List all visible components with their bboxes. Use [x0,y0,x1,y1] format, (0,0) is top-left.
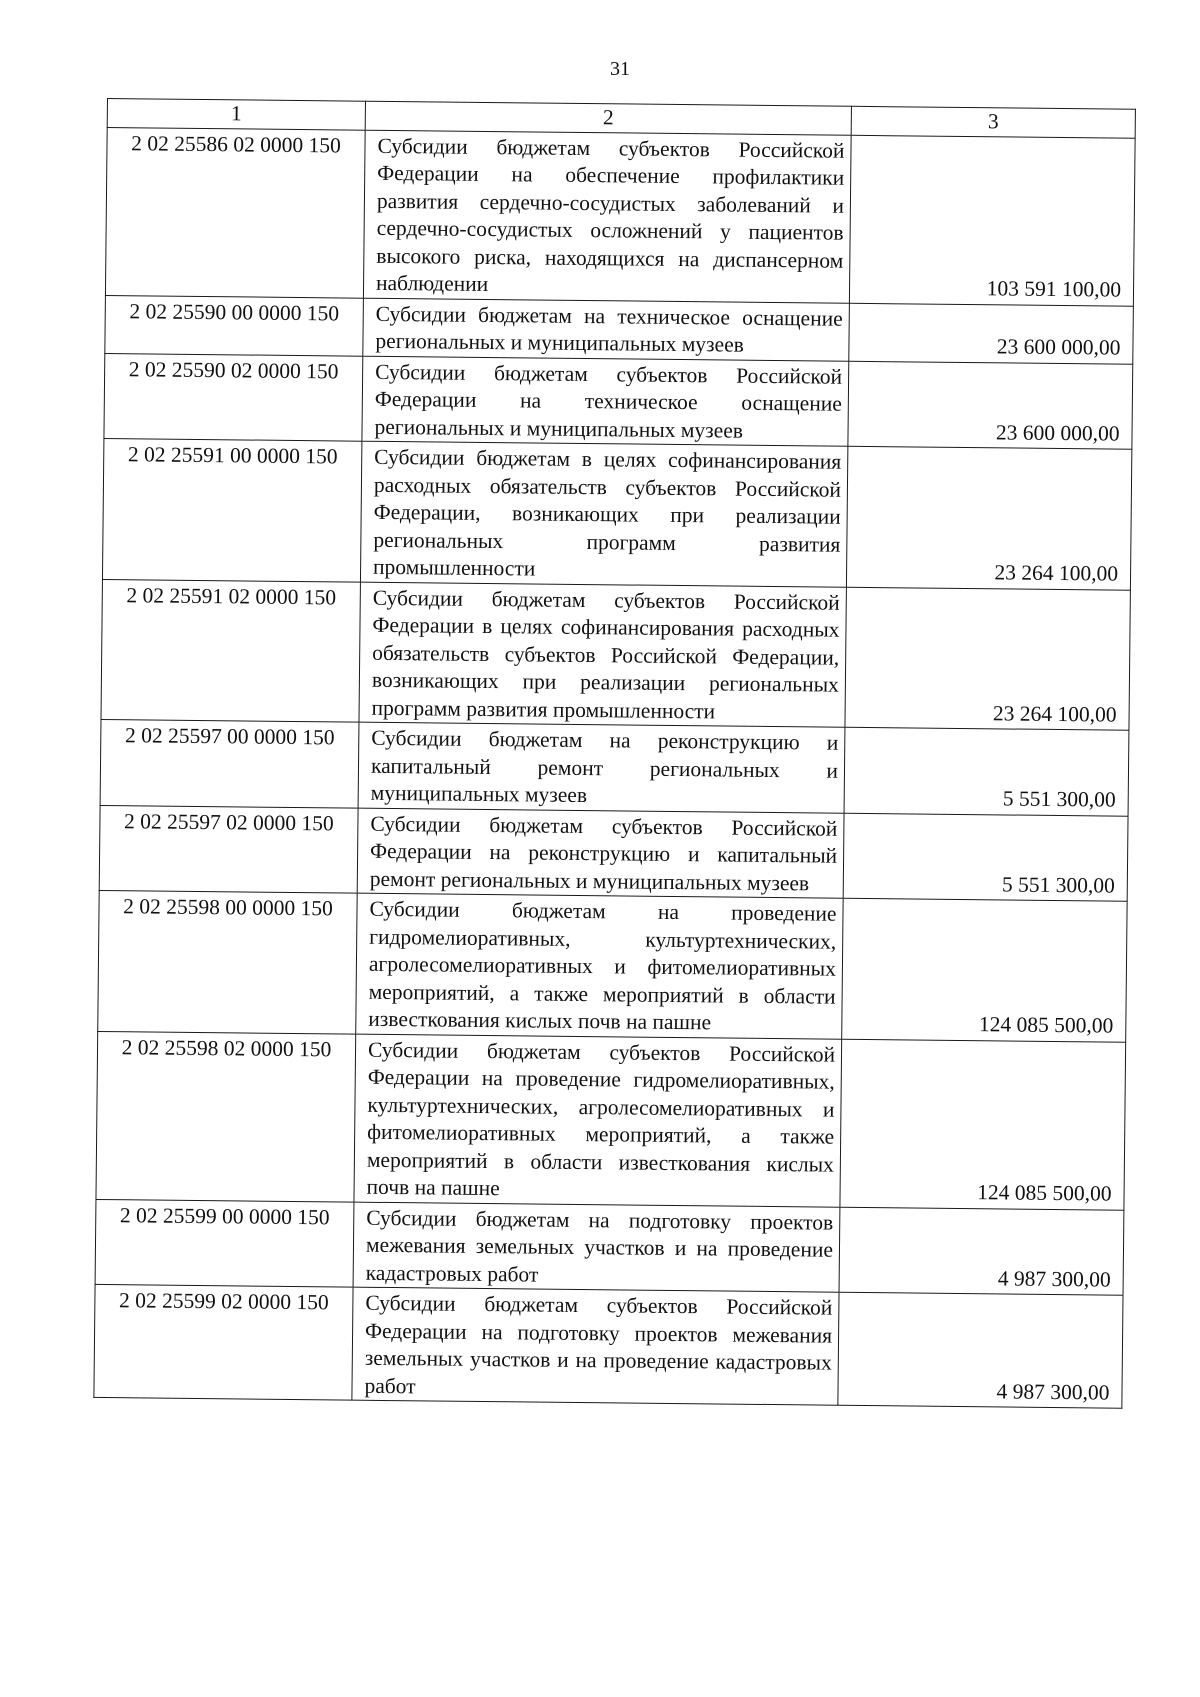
description-cell: Субсидии бюджетам на реконструкцию и капитальный ремонт региональных и муниципальных музеев [358,722,845,813]
budget-code-cell: 2 02 25598 00 0000 150 [98,890,357,1033]
table-row [95,1199,1124,1295]
budget-code-cell: 2 02 25598 02 0000 150 [96,1031,356,1202]
budget-code-cell: 2 02 25591 02 0000 150 [101,579,360,722]
amount-cell: 124 085 500,00 [842,898,1127,1041]
description-cell: Субсидии бюджетам субъектов Российской Федерации на реконструкцию и капитальный ремонт региональных и муниципальных музеев [357,808,844,899]
description-cell: Субсидии бюджетам субъектов Российской Федерации на подготовку проектов межевания земельных участков и на проведение кадастровых работ [352,1287,839,1405]
budget-code-cell: 2 02 25597 00 0000 150 [100,719,359,807]
amount-cell: 23 264 100,00 [845,587,1130,730]
table-row [99,805,1128,901]
budget-code-cell: 2 02 25590 00 0000 150 [105,295,364,356]
amount-cell: 23 600 000,00 [848,361,1133,449]
budget-revenue-table [93,98,1136,1409]
table-row [104,353,1133,449]
budget-code-cell: 2 02 25586 02 0000 150 [105,127,365,298]
column-header-code: 1 [107,99,365,130]
description-cell: Субсидии бюджетам в целях софинансирования расходных обязательств субъектов Российской Федерации, возникающих при реализации региональных программ развития промышленности [360,441,847,587]
column-header-description: 2 [365,101,851,135]
page-number: 31 [610,58,630,80]
description-cell: Субсидии бюджетам на проведение гидромелиоративных, культуртехнических, агролесомелиоративных и фитомелиоративных мероприятий, а также мероприятий в области известкования кислых почв на пашне [356,893,843,1039]
table-row [94,1284,1123,1408]
table-row [105,295,1134,364]
description-cell: Субсидии бюджетам субъектов Российской Федерации на проведение гидромелиоративных, культуртехнических, агролесомелиоративных и фитомелиоративных мероприятий, а также мероприятий в области известкования кислых почв на пашне [354,1034,842,1207]
amount-cell: 23 264 100,00 [846,446,1131,589]
description-cell: Субсидии бюджетам на техническое оснащение региональных и муниципальных музеев [363,298,850,361]
budget-code-cell: 2 02 25597 02 0000 150 [99,805,358,893]
table-row [101,579,1130,730]
amount-cell: 103 591 100,00 [849,135,1135,306]
description-cell: Субсидии бюджетам на подготовку проектов межевания земельных участков и на проведение кадастровых работ [353,1202,840,1293]
budget-code-cell: 2 02 25599 00 0000 150 [95,1199,354,1287]
amount-cell: 5 551 300,00 [843,813,1128,901]
amount-cell: 4 987 300,00 [838,1292,1123,1408]
budget-code-cell: 2 02 25591 00 0000 150 [102,438,361,581]
table-row [96,1031,1126,1210]
table-row [105,127,1135,306]
table-row [98,890,1127,1041]
budget-code-cell: 2 02 25599 02 0000 150 [94,1284,353,1400]
table-row [102,438,1131,589]
description-cell: Субсидии бюджетам субъектов Российской Федерации в целях софинансирования расходных обязательств субъектов Российской Федерации, возникающих при реализации региональных программ развития промышленности [359,582,846,728]
amount-cell: 5 551 300,00 [844,727,1129,815]
amount-cell: 4 987 300,00 [839,1207,1124,1295]
amount-cell: 23 600 000,00 [849,303,1134,364]
column-header-amount: 3 [851,106,1135,137]
table-row [100,719,1129,815]
description-cell: Субсидии бюджетам субъектов Российской Федерации на техническое оснащение региональных и муниципальных музеев [362,356,849,447]
description-cell: Субсидии бюджетам субъектов Российской Федерации на обеспечение профилактики развития сердечно-сосудистых заболеваний и сердечно-сосудистых осложнений у пациентов высокого риска, находящихся на диспансерном наблюдении [363,130,851,303]
amount-cell: 124 085 500,00 [840,1039,1126,1210]
budget-code-cell: 2 02 25590 02 0000 150 [104,353,363,441]
